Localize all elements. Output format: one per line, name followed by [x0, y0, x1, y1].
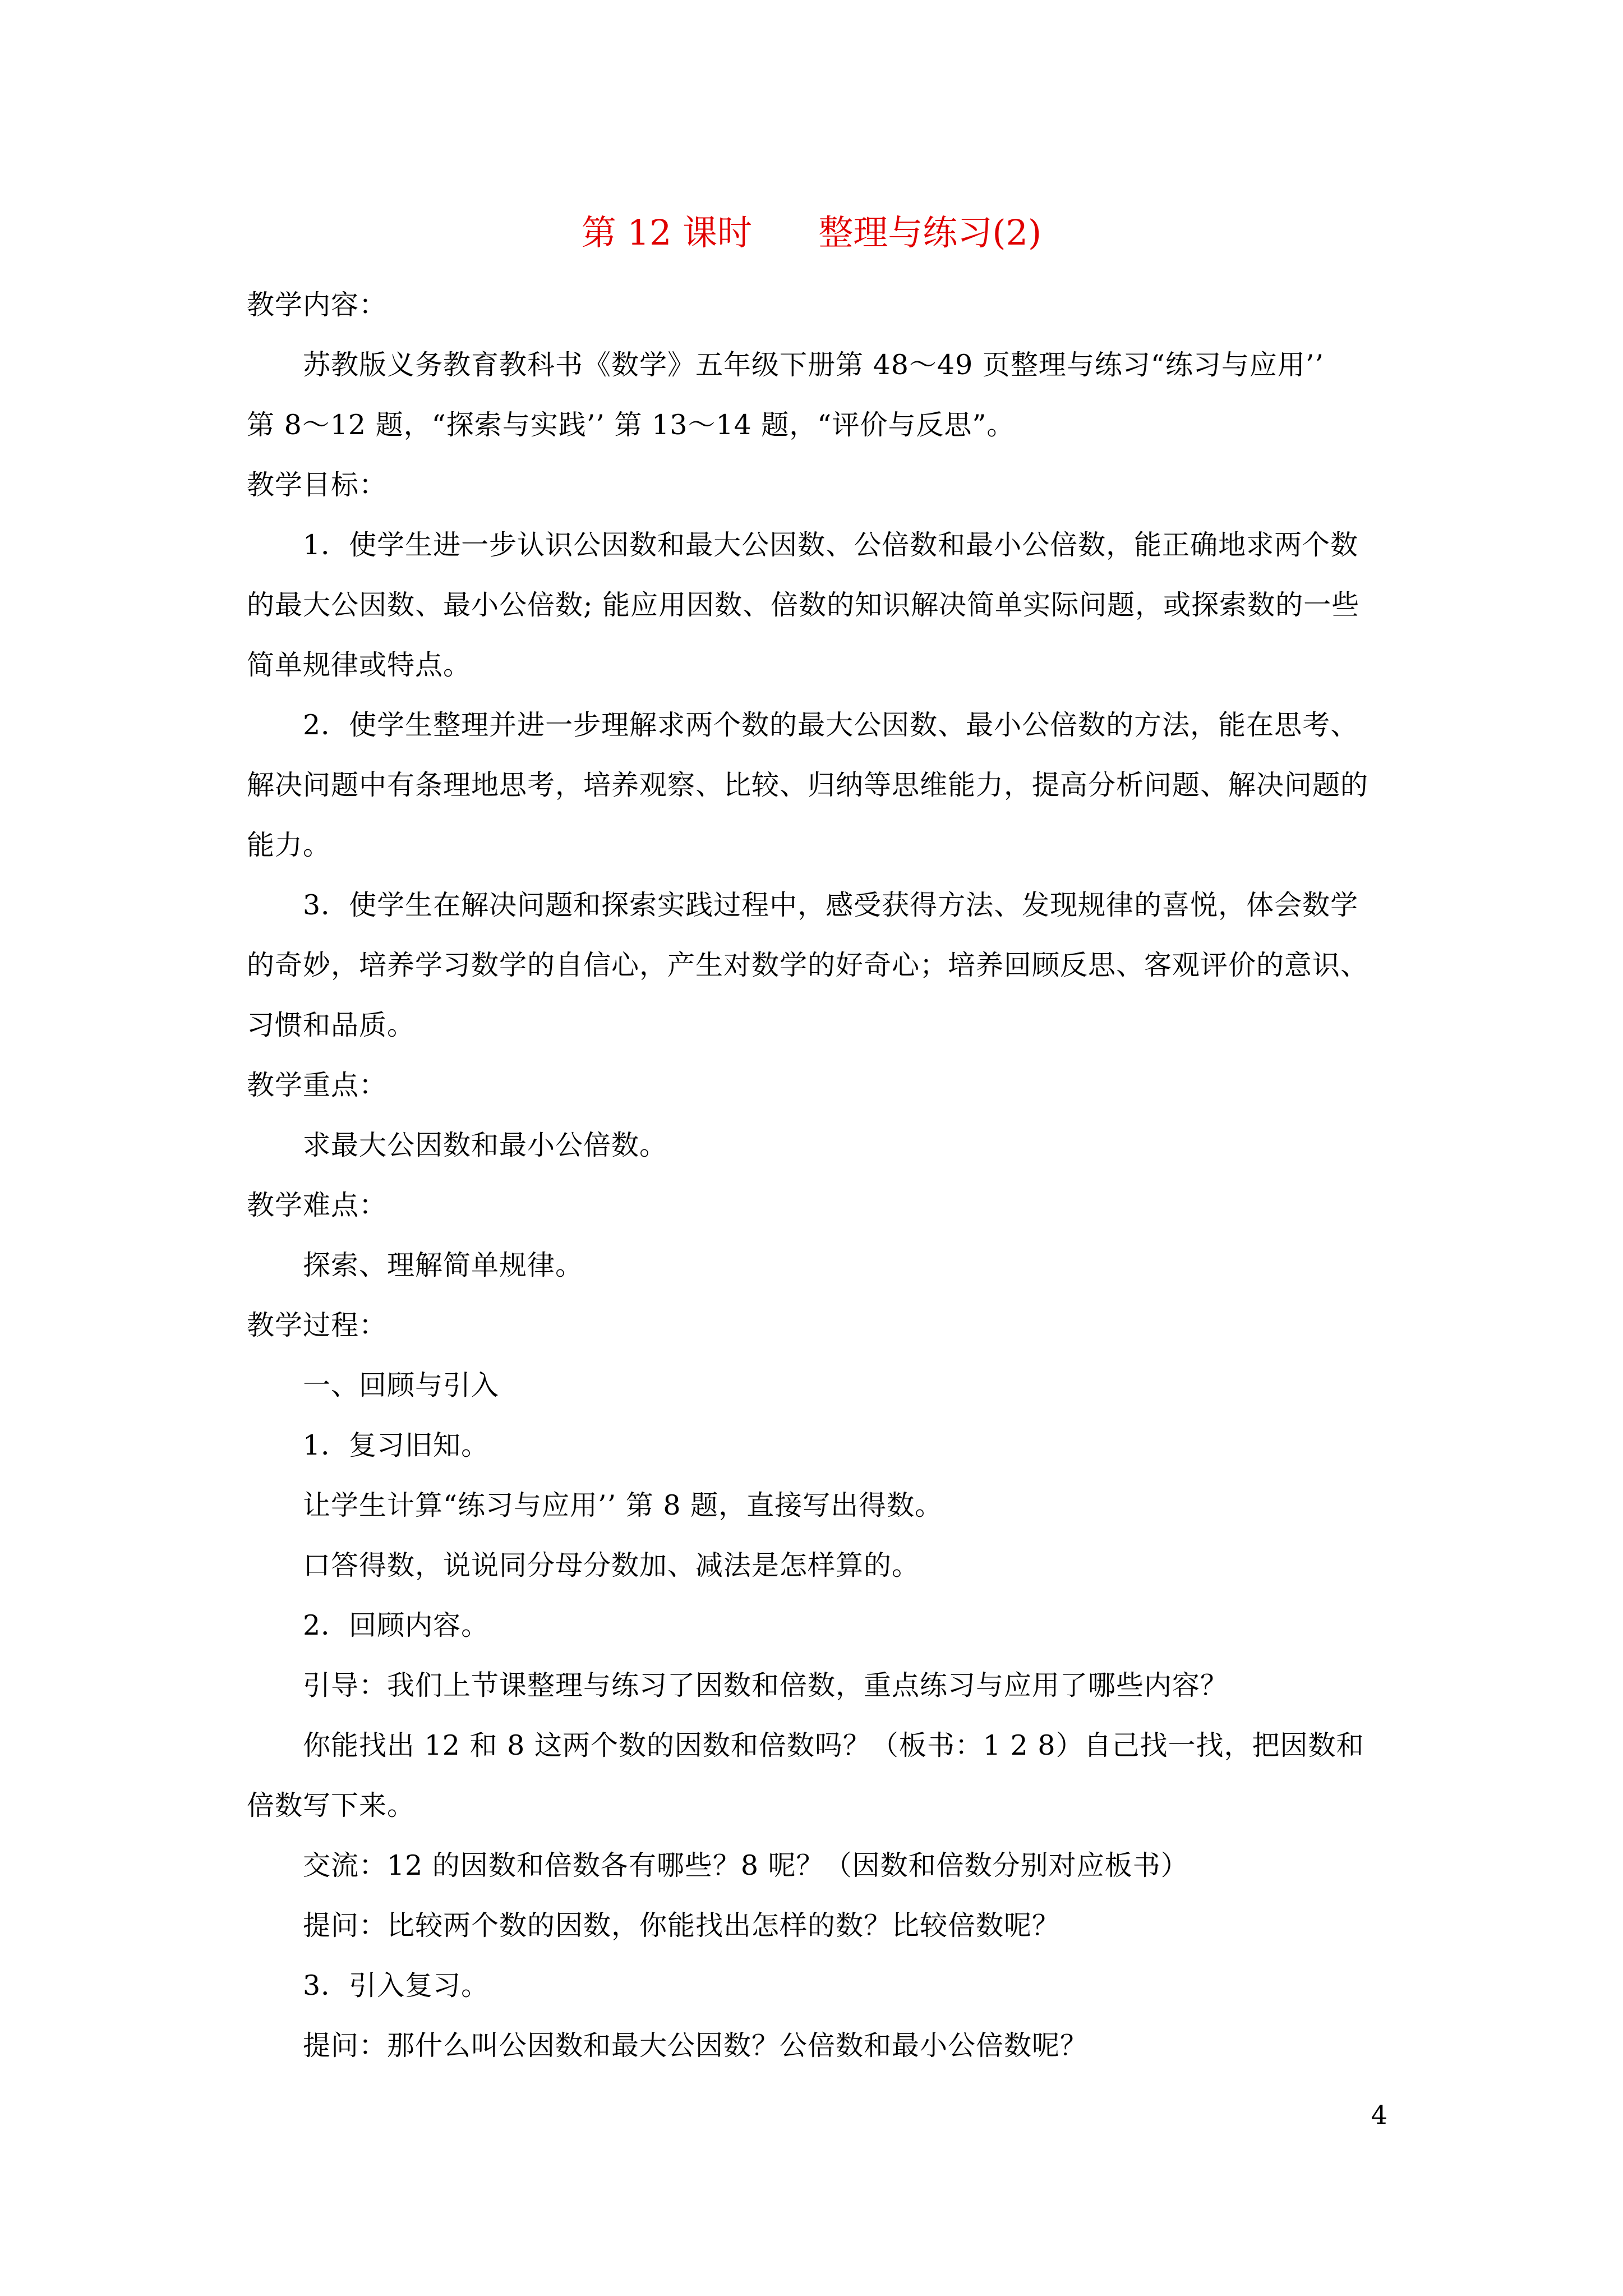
text-line: 教学内容： [247, 289, 388, 321]
text-line: 3．引入复习。 [303, 1970, 490, 2001]
text-line: 教学过程： [247, 1309, 388, 1341]
text-line: 的奇妙，培养学习数学的自信心，产生对数学的好奇心；培养回顾反思、客观评价的意识、 [247, 949, 1369, 981]
text-line: 能力。 [247, 829, 331, 861]
text-line: 3．使学生在解决问题和探索实践过程中，感受获得方法、发现规律的喜悦，体会数学 [303, 889, 1359, 921]
text-line: 教学目标： [247, 469, 388, 501]
text-line: 教学难点： [247, 1189, 388, 1221]
text-line: 简单规律或特点。 [247, 649, 472, 681]
text-line: 引导：我们上节课整理与练习了因数和倍数，重点练习与应用了哪些内容？ [303, 1669, 1229, 1701]
text-line: 苏教版义务教育教科书《数学》五年级下册第 48～49 页整理与练习“练习与应用’’ [303, 349, 1325, 381]
text-line: 倍数写下来。 [247, 1789, 416, 1821]
text-line: 让学生计算“练习与应用’’ 第 8 题，直接写出得数。 [303, 1489, 943, 1521]
page-number: 4 [1371, 2100, 1387, 2130]
text-line: 2．使学生整理并进一步理解求两个数的最大公因数、最小公倍数的方法，能在思考、 [303, 709, 1359, 741]
page-title: 第 12 课时 整理与练习(2) [581, 212, 1042, 253]
text-line: 第 8～12 题，“探索与实践’’ 第 13～14 题，“评价与反思”。 [247, 409, 1015, 441]
text-line: 解决问题中有条理地思考，培养观察、比较、归纳等思维能力，提高分析问题、解决问题的 [247, 769, 1369, 801]
text-line: 1．使学生进一步认识公因数和最大公因数、公倍数和最小公倍数，能正确地求两个数 [303, 529, 1359, 561]
document-body [247, 275, 1394, 2076]
text-line: 一、回顾与引入 [303, 1369, 500, 1401]
text-line: 习惯和品质。 [247, 1009, 416, 1041]
text-line: 1．复习旧知。 [303, 1429, 490, 1461]
text-line: 探索、理解简单规律。 [303, 1249, 584, 1281]
text-line: 你能找出 12 和 8 这两个数的因数和倍数吗？（板书：1 2 8）自己找一找，把因数和 [303, 1729, 1364, 1761]
text-line: 教学重点： [247, 1069, 388, 1101]
text-line: 交流：12 的因数和倍数各有哪些？8 呢？（因数和倍数分别对应板书） [303, 1849, 1189, 1881]
text-line: 提问：那什么叫公因数和最大公因数？公倍数和最小公倍数呢？ [303, 2030, 1089, 2062]
text-line: 提问：比较两个数的因数，你能找出怎样的数？比较倍数呢？ [303, 1910, 1061, 1941]
text-line: 2．回顾内容。 [303, 1609, 490, 1641]
text-line: 求最大公因数和最小公倍数。 [303, 1129, 668, 1161]
text-line: 的最大公因数、最小公倍数; 能应用因数、倍数的知识解决简单实际问题，或探索数的一些 [247, 589, 1360, 621]
text-line: 口答得数，说说同分母分数加、减法是怎样算的。 [303, 1549, 920, 1581]
